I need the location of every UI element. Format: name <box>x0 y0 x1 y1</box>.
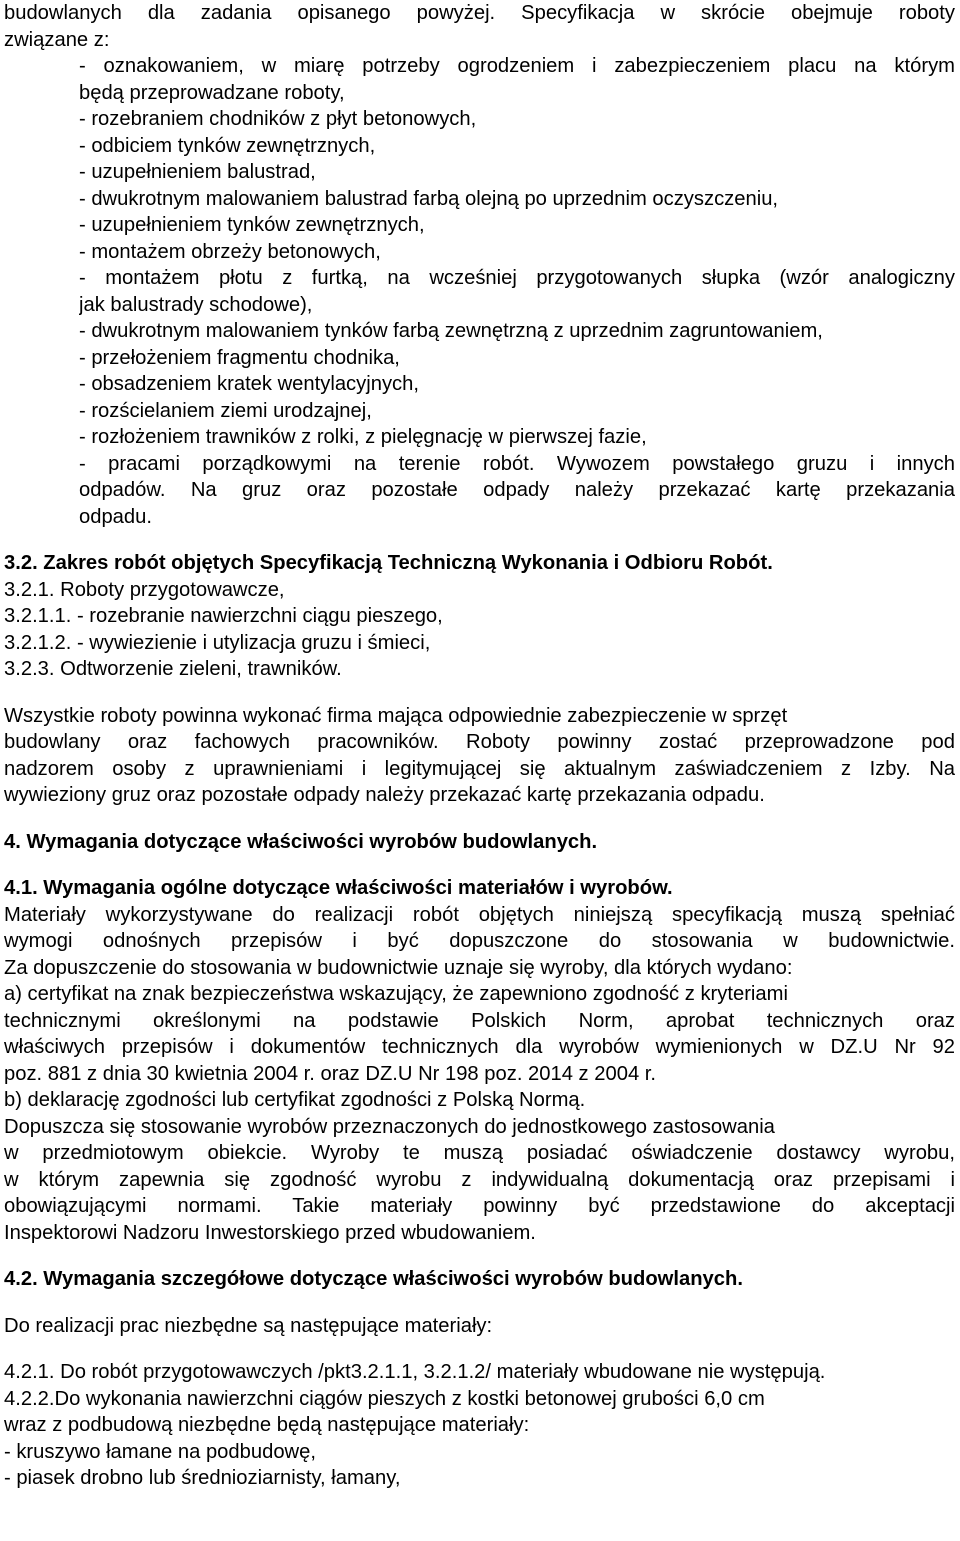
scope-item: - przełożeniem fragmentu chodnika, <box>79 346 400 369</box>
all-works-line: budowlany oraz fachowych pracowników. Roboty powinny zostać przeprowadzone pod <box>4 731 955 753</box>
intro-line-1: budowlanych dla zadania opisanego powyżej. Specyfikacja w skrócie obejmuje roboty <box>4 2 955 24</box>
section-4-1-heading: 4.1. Wymagania ogólne dotyczące właściwości materiałów i wyrobów. <box>4 877 673 899</box>
scope-item: jak balustrady schodowe), <box>79 293 313 316</box>
scope-item: - montażem obrzeży betonowych, <box>79 240 381 263</box>
section-4-1-line: w którym zapewnia się zgodność wyrobu z indywidualną dokumentacją oraz przepisami i <box>4 1168 955 1191</box>
section-4-1-line: b) deklarację zgodności lub certyfikat zgodności z Polską Normą. <box>4 1089 586 1111</box>
all-works-line: nadzorem osoby z uprawnieniami i legitymującej się aktualnym zaświadczeniem z Izby. Na <box>4 757 955 780</box>
section-4-1-line: właściwych przepisów i dokumentów technicznych dla wyrobów wymienionych w DZ.U Nr 92 <box>4 1036 955 1058</box>
section-4-1-line: wymogi odnośnych przepisów i być dopuszczone do stosowania w budownictwie. <box>4 930 955 952</box>
section-4-2-line: - piasek drobno lub średnioziarnisty, łamany, <box>4 1467 401 1489</box>
section-4-1-line: Materiały wykorzystywane do realizacji robót objętych niniejszą specyfikacją muszą spełniać <box>4 903 955 926</box>
section-3-2-line: 3.2.1.2. - wywiezienie i utylizacja gruzu i śmieci, <box>4 631 431 654</box>
scope-item: - uzupełnieniem tynków zewnętrznych, <box>79 214 425 236</box>
scope-list <box>4 53 955 530</box>
spacer <box>4 1293 955 1313</box>
section-4-2-heading: 4.2. Wymagania szczegółowe dotyczące właściwości wyrobów budowlanych. <box>4 1268 743 1290</box>
scope-item: - rozebraniem chodników z płyt betonowych, <box>79 108 477 130</box>
spacer <box>4 1246 955 1266</box>
spacer <box>4 1339 955 1359</box>
section-3-2-line: 3.2.1. Roboty przygotowawcze, <box>4 578 285 601</box>
section-4-1-line: w przedmiotowym obiekcie. Wyroby te muszą posiadać oświadczenie dostawcy wyrobu, <box>4 1142 955 1164</box>
section-4-2-line: wraz z podbudową niezbędne będą następujące materiały: <box>4 1414 530 1436</box>
section-3-2-heading: 3.2. Zakres robót objętych Specyfikacją Techniczną Wykonania i Odbioru Robót. <box>4 552 773 574</box>
spacer <box>4 809 955 829</box>
scope-item: - uzupełnieniem balustrad, <box>79 161 316 183</box>
intro-line-2: związane z: <box>4 28 110 51</box>
scope-item: odpadu. <box>79 505 152 528</box>
all-works-line: wywieziony gruz oraz pozostałe odpady należy przekazać kartę przekazania odpadu. <box>4 784 765 806</box>
section-4-1-line: Inspektorowi Nadzoru Inwestorskiego przed wbudowaniem. <box>4 1221 536 1244</box>
section-4-2-line: 4.2.1. Do robót przygotowawczych /pkt3.2.1.1, 3.2.1.2/ materiały wbudowane nie występują. <box>4 1361 826 1383</box>
spacer <box>4 855 955 875</box>
section-4-heading: 4. Wymagania dotyczące właściwości wyrobów budowlanych. <box>4 830 598 853</box>
section-4-1-line: technicznymi określonymi na podstawie Polskich Norm, aprobat technicznych oraz <box>4 1009 955 1032</box>
section-4-2-line: 4.2.2.Do wykonania nawierzchni ciągów pieszych z kostki betonowej grubości 6,0 cm <box>4 1387 765 1410</box>
all-works-line: Wszystkie roboty powinna wykonać firma mająca odpowiednie zabezpieczenie w sprzęt <box>4 704 788 727</box>
scope-item: - pracami porządkowymi na terenie robót. Wywozem powstałego gruzu i innych <box>79 452 955 475</box>
section-4-1-line: Dopuszcza się stosowanie wyrobów przeznaczonych do jednostkowego zastosowania <box>4 1115 775 1138</box>
section-4-2-line: - kruszywo łamane na podbudowę, <box>4 1440 316 1463</box>
scope-item: - obsadzeniem kratek wentylacyjnych, <box>79 373 419 395</box>
scope-item: - rozścielaniem ziemi urodzajnej, <box>79 399 372 422</box>
spacer <box>4 683 955 703</box>
scope-item: - dwukrotnym malowaniem balustrad farbą olejną po uprzednim oczyszczeniu, <box>79 187 779 210</box>
section-4-2-intro: Do realizacji prac niezbędne są następujące materiały: <box>4 1314 493 1337</box>
scope-item: będą przeprowadzane roboty, <box>79 81 345 104</box>
spacer <box>4 530 955 550</box>
scope-item: odpadów. Na gruz oraz pozostałe odpady należy przekazać kartę przekazania <box>79 479 955 501</box>
section-4-1-line: poz. 881 z dnia 30 kwietnia 2004 r. oraz DZ.U Nr 198 poz. 2014 z 2004 r. <box>4 1062 656 1085</box>
scope-item: - oznakowaniem, w miarę potrzeby ogrodzeniem i zabezpieczeniem placu na którym <box>79 55 955 77</box>
section-4-1-line: Za dopuszczenie do stosowania w budownictwie uznaje się wyroby, dla których wydano: <box>4 956 793 979</box>
scope-item: - odbiciem tynków zewnętrznych, <box>79 134 376 157</box>
section-3-2-line: 3.2.1.1. - rozebranie nawierzchni ciągu pieszego, <box>4 605 443 627</box>
section-4-1-line: a) certyfikat na znak bezpieczeństwa wskazujący, że zapewniono zgodność z kryteriami <box>4 983 788 1005</box>
section-4-1-line: obowiązującymi normami. Takie materiały powinny być przedstawione do akceptacji <box>4 1195 955 1217</box>
scope-item: - montażem płotu z furtką, na wcześniej przygotowanych słupka (wzór analogiczny <box>79 267 955 289</box>
section-3-2-line: 3.2.3. Odtworzenie zieleni, trawników. <box>4 658 342 680</box>
scope-item: - rozłożeniem trawników z rolki, z pielęgnację w pierwszej fazie, <box>79 426 647 448</box>
scope-item: - dwukrotnym malowaniem tynków farbą zewnętrzną z uprzednim zagruntowaniem, <box>79 320 823 342</box>
